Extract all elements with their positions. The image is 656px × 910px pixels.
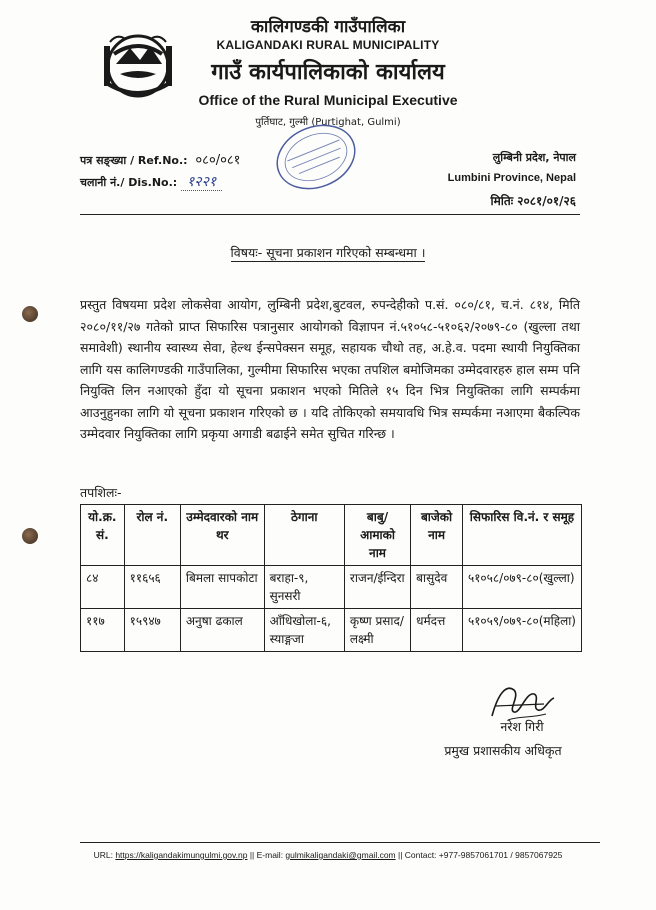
office-name-en: Office of the Rural Municipal Executive [198, 92, 458, 108]
footer-url-link[interactable]: https://kaligandakimungulmi.gov.np [115, 850, 248, 860]
cell-name: बिमला सापकोटा [180, 566, 264, 609]
cell-address: आँधिखोला-६, स्याङ्गजा [264, 609, 344, 652]
ref-value: ०८०/०८१ [195, 153, 241, 168]
candidate-table [80, 504, 582, 652]
header-divider [80, 214, 580, 215]
cell-recommendation: ५१०५९/०७९-८०(महिला) [462, 609, 581, 652]
col-grandfather: बाजेको नाम [411, 505, 463, 566]
notice-body: प्रस्तुत विषयमा प्रदेश लोकसेवा आयोग, लुम्बिनी प्रदेश,बुटवल, रुपन्देहीको प.सं. ०८०/८१, च.नं. ८१४, मिति २०८०/११/२७ गतेको प्राप्त सिफारिस पत्रानुसार आयोगको विज्ञापन नं.५१०५८-५१०६२/२०७९-८० (खुल्ला तथा समावेशी) स्थानीय स्वास्थ्य सेवा, हेल्थ ईन्सपेक्सन समूह, सहायक चौथो तह, अ.हे.व. पदमा स्थायी नियुक्तिका लागि यस कालिगण्डकी गाउँपालिका, गुल्मीमा सिफारिस भएका तपशिल बमोजिमका उम्मेदवारहरु हाल सम्म पनि नियुक्ति लिन नआएको हुँदा यो सूचना प्रकाशन भएको मितिले १५ दिन भित्र नियुक्तिका लागि सम्पर्कमा आउनुहुनका लागि यो सूचना प्रकाशन गरिएको छ । यदि तोकिएको समयावधि भित्र सम्पर्कमा नआएमा बैकल्पिक उम्मेदवार नियुक्तिका लागि प्रकृया अगाडी बढाईने समेत सुचित गरिन्छ । [80, 297, 580, 441]
letter-date: मितिः २०८१/०१/२६ [490, 194, 576, 208]
office-name-np: गाउँ कार्यपालिकाको कार्यालय [211, 60, 445, 85]
cell-grandfather: धर्मदत्त [411, 609, 463, 652]
ref-number-row [80, 150, 240, 168]
col-roll: रोल नं. [124, 505, 180, 566]
table-row [81, 566, 582, 609]
dis-number-row [80, 172, 222, 191]
subject-text: विषयः- सूचना प्रकाशन गरिएको सम्बन्धमा । [230, 245, 426, 260]
footer [0, 850, 656, 860]
dis-value-handwritten: १२२१ [181, 174, 222, 191]
signer-name: नरेश गिरी [500, 719, 544, 734]
subject-line [0, 244, 656, 261]
col-serial: यो.क्र. सं. [81, 505, 125, 566]
cell-serial: ११७ [81, 609, 125, 652]
footer-email-label: || E-mail: [247, 850, 286, 860]
punch-hole-bottom [22, 528, 38, 544]
col-parents: बाबु/आमाको नाम [344, 505, 410, 566]
cell-grandfather: बासुदेव [411, 566, 463, 609]
table-header-row [81, 505, 582, 566]
cell-parents: राजन/ईन्दिरा [344, 566, 410, 609]
office-stamp-icon [268, 118, 364, 196]
cell-parents: कृष्ण प्रसाद/लक्ष्मी [344, 609, 410, 652]
dis-label: चलानी नं./ Dis.No.: [80, 176, 178, 189]
footer-contact: || Contact: +977-9857061701 / 9857067925 [395, 850, 563, 860]
cell-roll: १५९४७ [124, 609, 180, 652]
cell-name: अनुषा ढकाल [180, 609, 264, 652]
col-recommendation: सिफारिस वि.नं. र समूह [462, 505, 581, 566]
cell-roll: ११६५६ [124, 566, 180, 609]
footer-divider [80, 842, 600, 843]
table-row [81, 609, 582, 652]
municipality-name-en: KALIGANDAKI RURAL MUNICIPALITY [216, 38, 440, 52]
province-en: Lumbini Province, Nepal [447, 172, 576, 184]
province-np: लुम्बिनी प्रदेश, नेपाल [492, 151, 576, 164]
municipality-name-np: कालिगण्डकी गाउँपालिका [250, 17, 406, 37]
ref-label: पत्र सङ्ख्या / Ref.No.: [80, 154, 188, 167]
office-address: पुर्तिघाट, गुल्मी (Purtighat, Gulmi) [255, 117, 401, 128]
punch-hole-top [22, 306, 38, 322]
cell-recommendation: ५१०५८/०७९-८०(खुल्ला) [462, 566, 581, 609]
cell-address: बराहा-९, सुनसरी [264, 566, 344, 609]
col-name: उम्मेदवारको नाम थर [180, 505, 264, 566]
signer-title: प्रमुख प्रशासकीय अधिकृत [444, 743, 562, 758]
footer-url-label: URL: [93, 850, 116, 860]
col-address: ठेगाना [264, 505, 344, 566]
details-label: तपशिलः- [80, 485, 122, 500]
footer-email-link[interactable]: gulmikaligandaki@gmail.com [285, 850, 396, 860]
cell-serial: ८४ [81, 566, 125, 609]
